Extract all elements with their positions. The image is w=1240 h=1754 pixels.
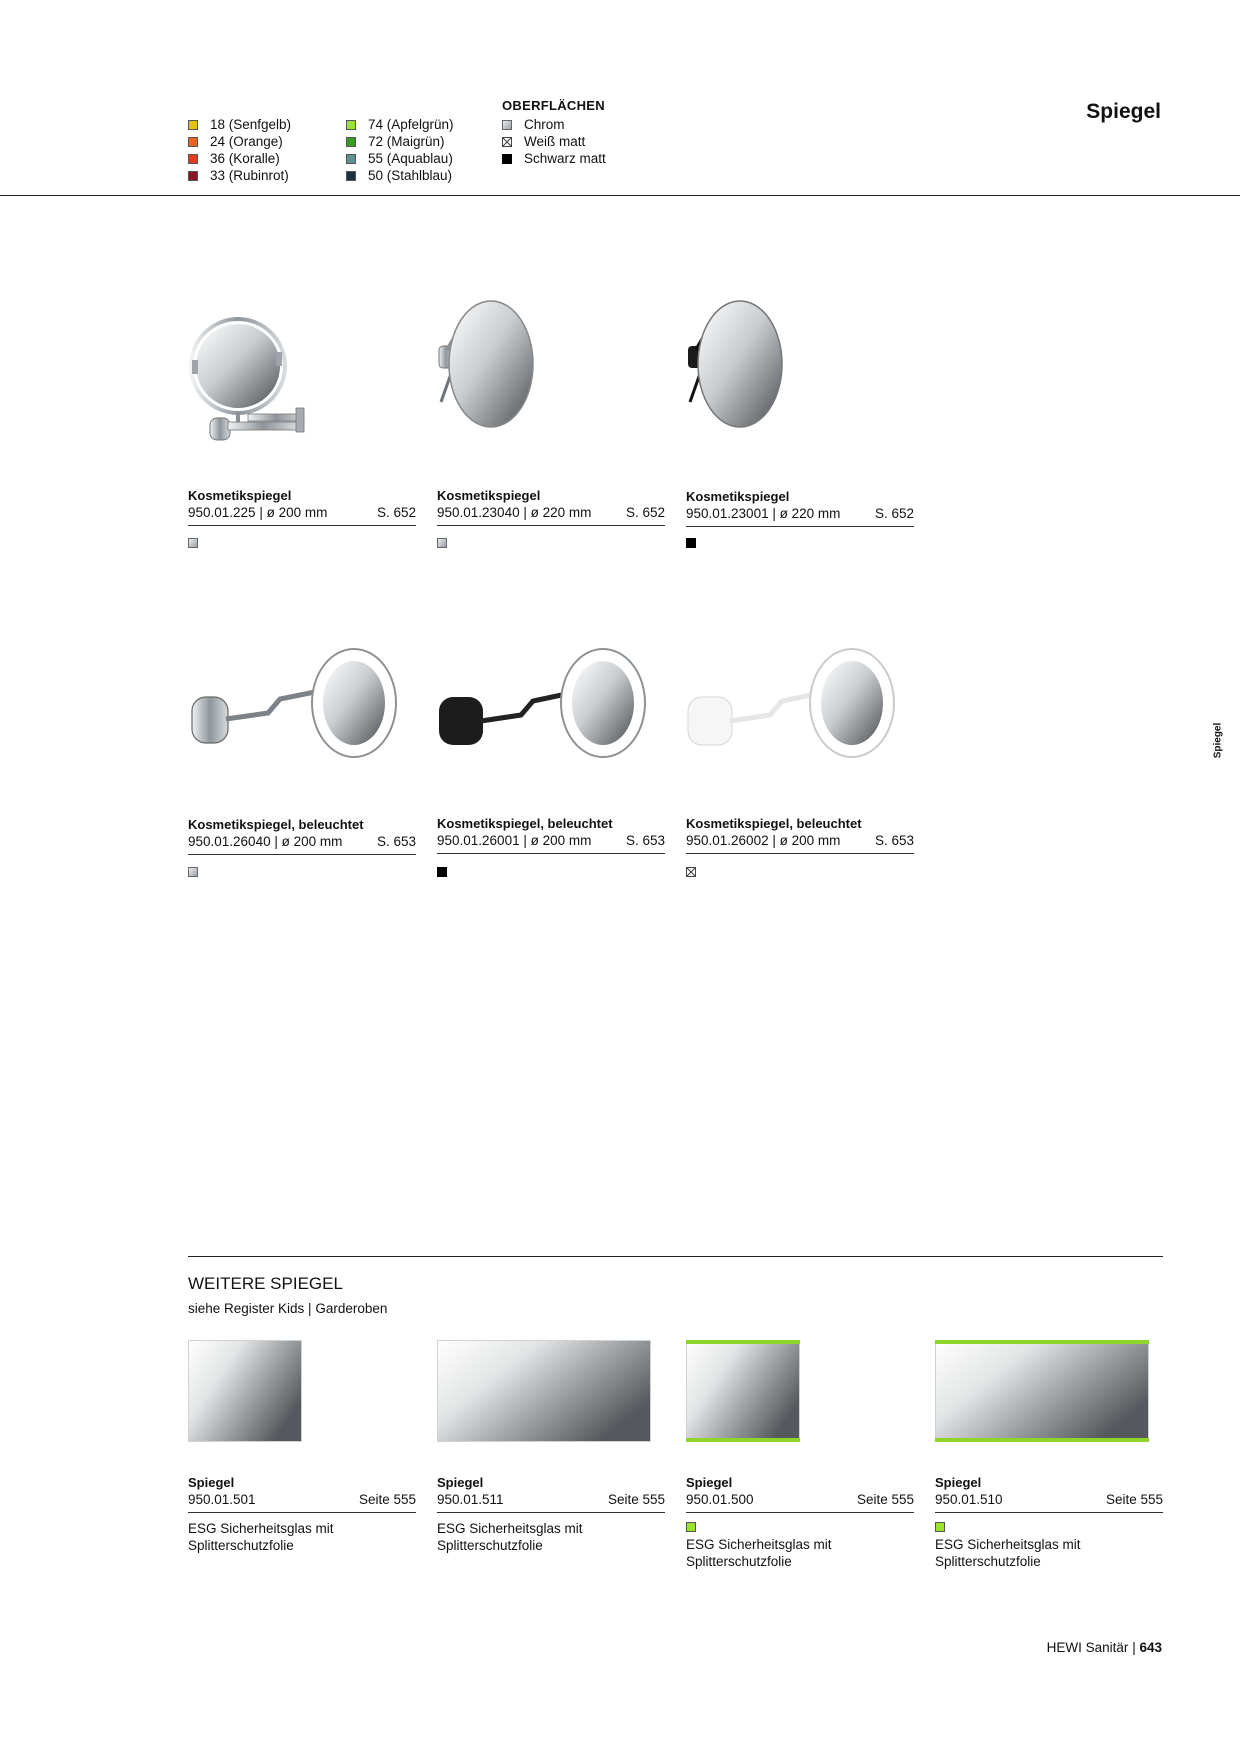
crossed-swatch-icon (502, 137, 512, 147)
legend-item-aquablau: 55 (Aquablau) (346, 150, 454, 167)
color-swatch-icon (188, 120, 198, 130)
mirror-divider (437, 1512, 665, 1513)
catalog-page-ref: S. 652 (376, 505, 416, 520)
white-matt-finish-icon (686, 867, 696, 877)
illuminated-mirror-black-image (437, 635, 665, 795)
folding-cosmetic-mirror-image (188, 290, 416, 450)
mirror-meta (935, 1492, 1163, 1507)
product-code: 950.01.225 | ø 200 mm (188, 505, 328, 520)
legend-item-stahlblau: 50 (Stahlblau) (346, 167, 454, 184)
mirror-panel-image (188, 1340, 302, 1442)
product-name: Kosmetikspiegel (437, 488, 541, 503)
product-divider (188, 854, 416, 855)
color-swatch-icon (346, 120, 356, 130)
product-code: 950.01.26001 | ø 200 mm (437, 833, 592, 848)
color-swatch-icon (188, 137, 198, 147)
mirror-name: Spiegel (935, 1475, 982, 1490)
catalog-page-ref: Seite 555 (1105, 1492, 1163, 1507)
mirror-divider (935, 1512, 1163, 1513)
legend-item-rubinrot: 33 (Rubinrot) (188, 167, 291, 184)
product-meta (437, 833, 665, 848)
catalog-page-ref: Seite 555 (856, 1492, 914, 1507)
mirror-panel-image (437, 1340, 651, 1442)
mirror-code: 950.01.511 (437, 1492, 504, 1507)
legend-item-koralle: 36 (Koralle) (188, 150, 291, 167)
illuminated-mirror-white-image (686, 635, 914, 795)
mirror-name: Spiegel (188, 1475, 235, 1490)
surfaces-legend (502, 116, 606, 167)
page-number: 643 (1139, 1640, 1162, 1655)
wall-cosmetic-mirror-chrome-image (437, 290, 665, 450)
product-meta (437, 505, 665, 520)
chrome-finish-icon (188, 538, 198, 548)
legend-item-schwarz-matt: Schwarz matt (502, 150, 606, 167)
footer-separator: | (1132, 1640, 1136, 1655)
header-divider (0, 195, 1240, 196)
mirror-code: 950.01.510 (935, 1492, 1003, 1507)
legend-item-weiss-matt: Weiß matt (502, 133, 606, 150)
color-swatch-icon (346, 137, 356, 147)
product-divider (437, 853, 665, 854)
surfaces-heading: OBERFLÄCHEN (502, 98, 605, 113)
mirror-meta (686, 1492, 914, 1507)
chrome-finish-icon (188, 867, 198, 877)
wall-cosmetic-mirror-black-image (686, 290, 914, 450)
legend-item-senfgelb: 18 (Senfgelb) (188, 116, 291, 133)
product-name: Kosmetikspiegel, beleuchtet (686, 816, 862, 831)
color-legend-column-1 (188, 116, 291, 184)
legend-item-apfelgruen: 74 (Apfelgrün) (346, 116, 454, 133)
legend-item-orange: 24 (Orange) (188, 133, 291, 150)
footer-brand: HEWI Sanitär (1046, 1640, 1129, 1655)
mirror-code: 950.01.501 (188, 1492, 256, 1507)
section-divider (188, 1256, 1163, 1257)
color-swatch-icon (346, 154, 356, 164)
product-code: 950.01.23040 | ø 220 mm (437, 505, 592, 520)
product-name: Kosmetikspiegel, beleuchtet (437, 816, 613, 831)
catalog-page-ref: S. 653 (625, 833, 665, 848)
illuminated-mirror-chrome-image (188, 635, 416, 795)
mirror-meta (188, 1492, 416, 1507)
color-swatch-icon (346, 171, 356, 181)
product-divider (686, 526, 914, 527)
mirror-description: ESG Sicherheitsglas mit Splitterschutzfolie (188, 1521, 334, 1553)
mirror-description: ESG Sicherheitsglas mit Splitterschutzfolie (935, 1537, 1081, 1569)
product-divider (188, 525, 416, 526)
mirror-name: Spiegel (437, 1475, 484, 1490)
section-title: WEITERE SPIEGEL (188, 1274, 343, 1293)
product-code: 950.01.23001 | ø 220 mm (686, 506, 841, 521)
black-finish-icon (686, 538, 696, 548)
black-swatch-icon (502, 154, 512, 164)
section-subtitle: siehe Register Kids | Garderoben (188, 1301, 388, 1316)
mirror-code: 950.01.500 (686, 1492, 754, 1507)
product-meta (188, 505, 416, 520)
catalog-page-ref: S. 653 (874, 833, 914, 848)
legend-item-maigruen: 72 (Maigrün) (346, 133, 454, 150)
catalog-page-ref: S. 653 (376, 834, 416, 849)
apple-green-swatch-icon (935, 1522, 945, 1532)
mirror-description: ESG Sicherheitsglas mit Splitterschutzfolie (686, 1537, 832, 1569)
mirror-panel-green-edge-image (935, 1340, 1149, 1442)
product-meta (686, 506, 914, 521)
mirror-divider (686, 1512, 914, 1513)
catalog-page-ref: S. 652 (625, 505, 665, 520)
black-finish-icon (437, 867, 447, 877)
color-swatch-icon (188, 171, 198, 181)
color-swatch-icon (188, 154, 198, 164)
product-meta (188, 834, 416, 849)
legend-item-chrom: Chrom (502, 116, 606, 133)
chrome-finish-icon (437, 538, 447, 548)
catalog-page-ref: Seite 555 (358, 1492, 416, 1507)
side-register-tab: Spiegel (1212, 722, 1224, 759)
mirror-description: ESG Sicherheitsglas mit Splitterschutzfolie (437, 1521, 583, 1553)
product-code: 950.01.26002 | ø 200 mm (686, 833, 841, 848)
mirror-panel-green-edge-image (686, 1340, 800, 1442)
color-legend-column-2 (346, 116, 454, 184)
product-divider (437, 525, 665, 526)
apple-green-swatch-icon (686, 1522, 696, 1532)
catalog-page-ref: Seite 555 (607, 1492, 665, 1507)
mirror-divider (188, 1512, 416, 1513)
product-name: Kosmetikspiegel, beleuchtet (188, 817, 364, 832)
catalog-page-ref: S. 652 (874, 506, 914, 521)
product-name: Kosmetikspiegel (188, 488, 292, 503)
product-code: 950.01.26040 | ø 200 mm (188, 834, 343, 849)
page-title: Spiegel (1086, 100, 1161, 123)
product-meta (686, 833, 914, 848)
chrome-swatch-icon (502, 120, 512, 130)
product-name: Kosmetikspiegel (686, 489, 790, 504)
page-footer (1047, 1640, 1162, 1655)
mirror-name: Spiegel (686, 1475, 733, 1490)
mirror-meta (437, 1492, 665, 1507)
product-divider (686, 853, 914, 854)
